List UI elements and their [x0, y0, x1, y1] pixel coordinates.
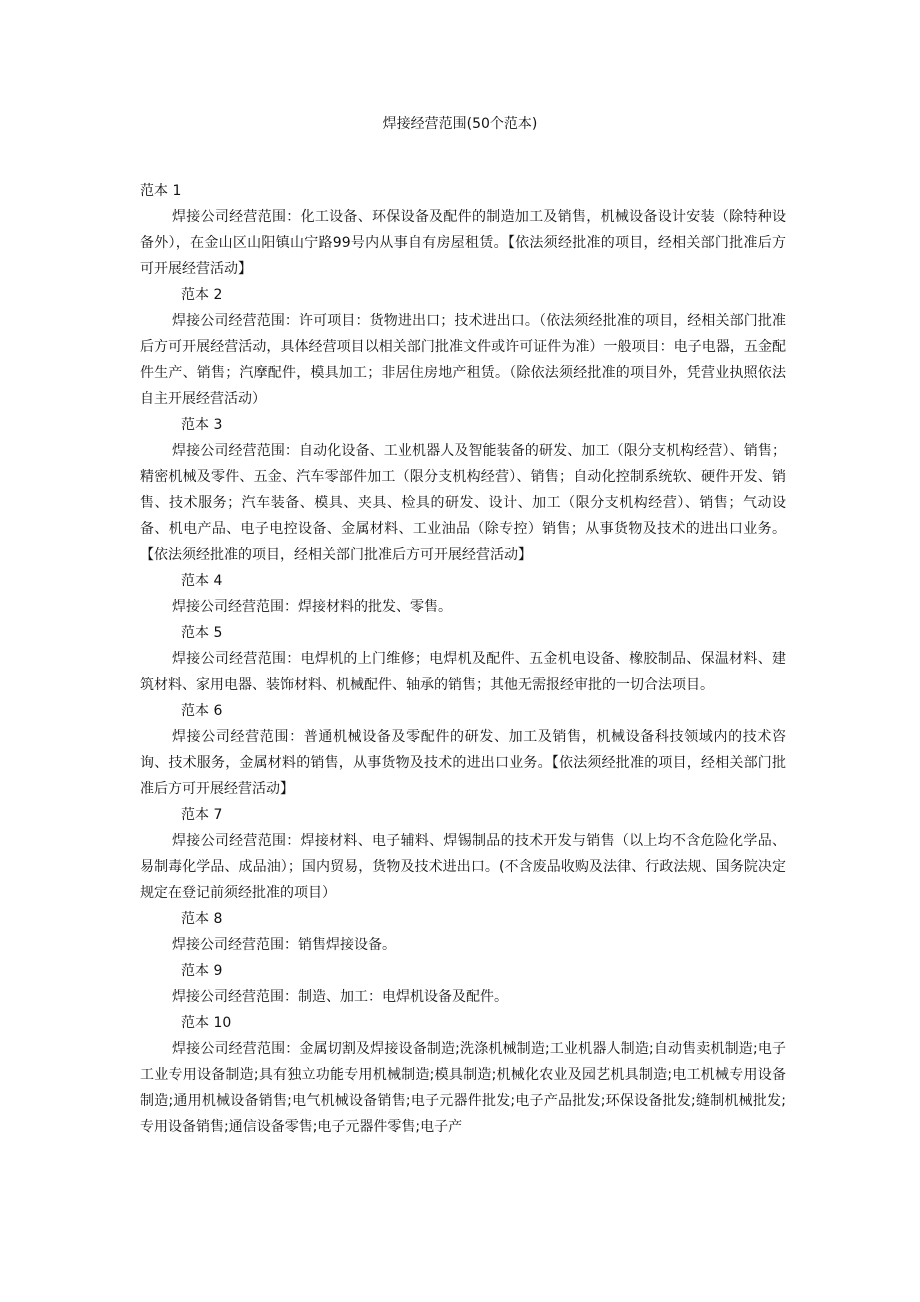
section-heading: 范本 5	[181, 625, 223, 641]
section-heading: 范本 8	[181, 911, 223, 927]
section-paragraph: 焊接公司经营范围：化工设备、环保设备及配件的制造加工及销售，机械设备设计安装（除特种设备外），在金山区山阳镇山宁路99号内从事自有房屋租赁。【依法须经批准的项目，经相关部门批准后方可开展经营活动】	[140, 209, 786, 277]
section-paragraph: 焊接公司经营范围：制造、加工：电焊机设备及配件。	[172, 989, 508, 1005]
section-paragraph: 焊接公司经营范围：电焊机的上门维修；电焊机及配件、五金机电设备、橡胶制品、保温材料、建筑材料、家用电器、装饰材料、机械配件、轴承的销售；其他无需报经审批的一切合法项目。	[140, 651, 786, 693]
document-title: 焊接经营范围(50个范本)	[382, 116, 538, 132]
section-paragraph: 焊接公司经营范围：自动化设备、工业机器人及智能装备的研发、加工（限分支机构经营）、销售；精密机械及零件、五金、汽车零部件加工（限分支机构经营）、销售；自动化控制系统软、硬件开发、销售、技术服务；汽车装备、模具、夹具、检具的研发、设计、加工（限分支机构经营）、销售；气动设备、机电产品、电子电控设备、金属材料、工业油品（除专控）销售；从事货物及技术的进出口业务。【依法须经批准的项目，经相关部门批准后方可开展经营活动】	[140, 443, 786, 563]
section-paragraph: 焊接公司经营范围：普通机械设备及零配件的研发、加工及销售，机械设备科技领域内的技术咨询、技术服务，金属材料的销售，从事货物及技术的进出口业务。【依法须经批准的项目，经相关部门批准后方可开展经营活动】	[140, 729, 786, 797]
section-paragraph: 焊接公司经营范围：焊接材料的批发、零售。	[172, 599, 452, 615]
section-paragraph: 焊接公司经营范围：销售焊接设备。	[172, 937, 396, 953]
section-heading: 范本 3	[181, 417, 223, 433]
section-heading: 范本 2	[181, 287, 223, 303]
section-heading: 范本 1	[140, 183, 182, 199]
section-heading: 范本 9	[181, 963, 223, 979]
section-paragraph: 焊接公司经营范围：焊接材料、电子辅料、焊锡制品的技术开发与销售（以上均不含危险化学品、易制毒化学品、成品油）；国内贸易，货物及技术进出口。(不含废品收购及法律、行政法规、国务院决定规定在登记前须经批准的项目）	[140, 833, 786, 901]
section-heading: 范本 4	[181, 573, 223, 589]
section-heading: 范本 7	[181, 807, 223, 823]
document-body	[140, 178, 786, 1140]
section-heading: 范本 6	[181, 703, 223, 719]
section-heading: 范本 10	[181, 1015, 232, 1031]
section-paragraph: 焊接公司经营范围：金属切割及焊接设备制造;洗涤机械制造;工业机器人制造;自动售卖机制造;电子工业专用设备制造;具有独立功能专用机械制造;模具制造;机械化农业及园艺机具制造;电工机械专用设备制造;通用机械设备销售;电气机械设备销售;电子元器件批发;电子产品批发;环保设备批发;缝制机械批发;专用设备销售;通信设备零售;电子元器件零售;电子产	[140, 1041, 786, 1135]
section-paragraph: 焊接公司经营范围：许可项目：货物进出口；技术进出口。（依法须经批准的项目，经相关部门批准后方可开展经营活动，具体经营项目以相关部门批准文件或许可证件为准）一般项目：电子电器，五金配件生产、销售；汽摩配件，模具加工；非居住房地产租赁。（除依法须经批准的项目外，凭营业执照依法自主开展经营活动）	[140, 313, 786, 407]
